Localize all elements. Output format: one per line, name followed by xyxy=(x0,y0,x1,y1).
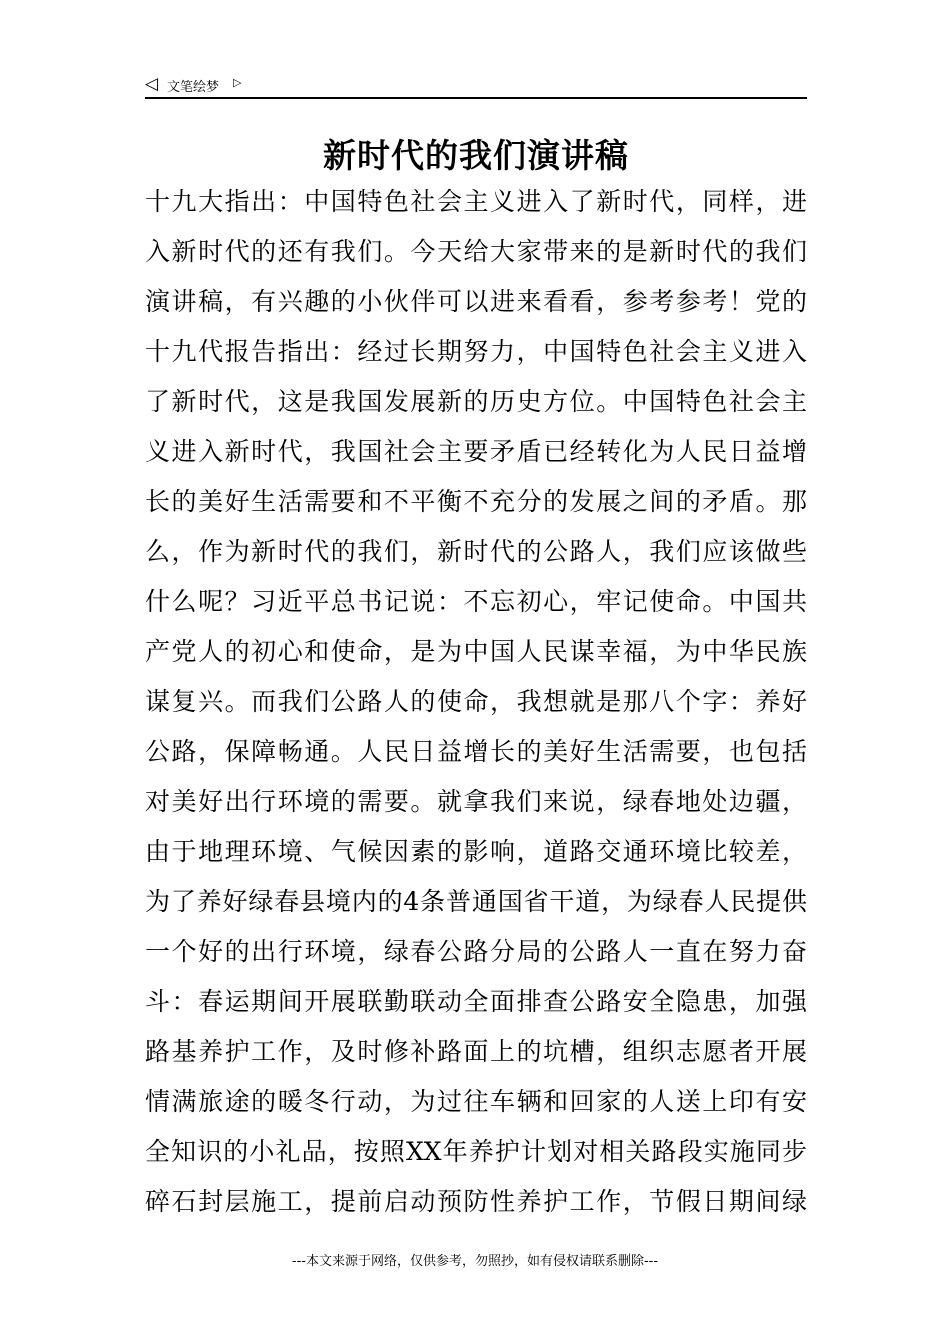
body-text-line: 义进入新时代，我国社会主要矛盾已经转化为人民日益增 xyxy=(145,437,807,466)
body-text-line: 为了养好绿春县境内的4条普通国省干道，为绿春人民提供 xyxy=(145,887,807,916)
body-text-line: 了新时代，这是我国发展新的历史方位。中国特色社会主 xyxy=(145,387,807,416)
body-text-line: 谋复兴。而我们公路人的使命，我想就是那八个字：养好 xyxy=(145,687,807,716)
body-text-line: 产党人的初心和使命，是为中国人民谋幸福，为中华民族 xyxy=(145,637,807,666)
document-title: 新时代的我们演讲稿 xyxy=(323,136,629,175)
body-text-line: 斗：春运期间开展联勤联动全面排查公路安全隐患，加强 xyxy=(145,987,807,1016)
body-text-line: 长的美好生活需要和不平衡不充分的发展之间的矛盾。那 xyxy=(145,487,807,516)
brand-label: 文笔绘梦 xyxy=(167,80,220,95)
header-divider xyxy=(145,97,807,99)
body-text-line: 十九大指出：中国特色社会主义进入了新时代，同样，进 xyxy=(145,187,807,216)
body-text-line: 对美好出行环境的需要。就拿我们来说，绿春地处边疆， xyxy=(145,787,807,816)
body-text-line: 演讲稿，有兴趣的小伙伴可以进来看看，参考参考！党的 xyxy=(145,287,807,316)
body-text-line: 公路，保障畅通。人民日益增长的美好生活需要，也包括 xyxy=(145,737,807,766)
page-header xyxy=(145,72,807,98)
body-text-line: 碎石封层施工，提前启动预防性养护工作，节假日期间绿 xyxy=(145,1187,807,1216)
body-text-line: 什么呢？习近平总书记说：不忘初心，牢记使命。中国共 xyxy=(145,587,807,616)
page-footer: ---本文来源于网络，仅供参考，勿照抄，如有侵权请联系删除--- xyxy=(291,1254,659,1269)
body-text-line: 由于地理环境、气候因素的影响，道路交通环境比较差， xyxy=(145,837,807,866)
body-text-line: 入新时代的还有我们。今天给大家带来的是新时代的我们 xyxy=(145,237,807,266)
body-text-line: 路基养护工作，及时修补路面上的坑槽，组织志愿者开展 xyxy=(145,1037,807,1066)
document-body xyxy=(145,184,807,1234)
triangle-right-icon: ▷ xyxy=(233,76,242,89)
body-text-line: 十九代报告指出：经过长期努力，中国特色社会主义进入 xyxy=(145,337,807,366)
body-text-line: 么，作为新时代的我们，新时代的公路人，我们应该做些 xyxy=(145,537,807,566)
body-text-line: 一个好的出行环境，绿春公路分局的公路人一直在努力奋 xyxy=(145,937,807,966)
body-text-line: 全知识的小礼品，按照XX年养护计划对相关路段实施同步 xyxy=(145,1137,807,1166)
triangle-left-icon: ◁ xyxy=(145,74,159,94)
body-text-line: 情满旅途的暖冬行动，为过往车辆和回家的人送上印有安 xyxy=(145,1087,807,1116)
